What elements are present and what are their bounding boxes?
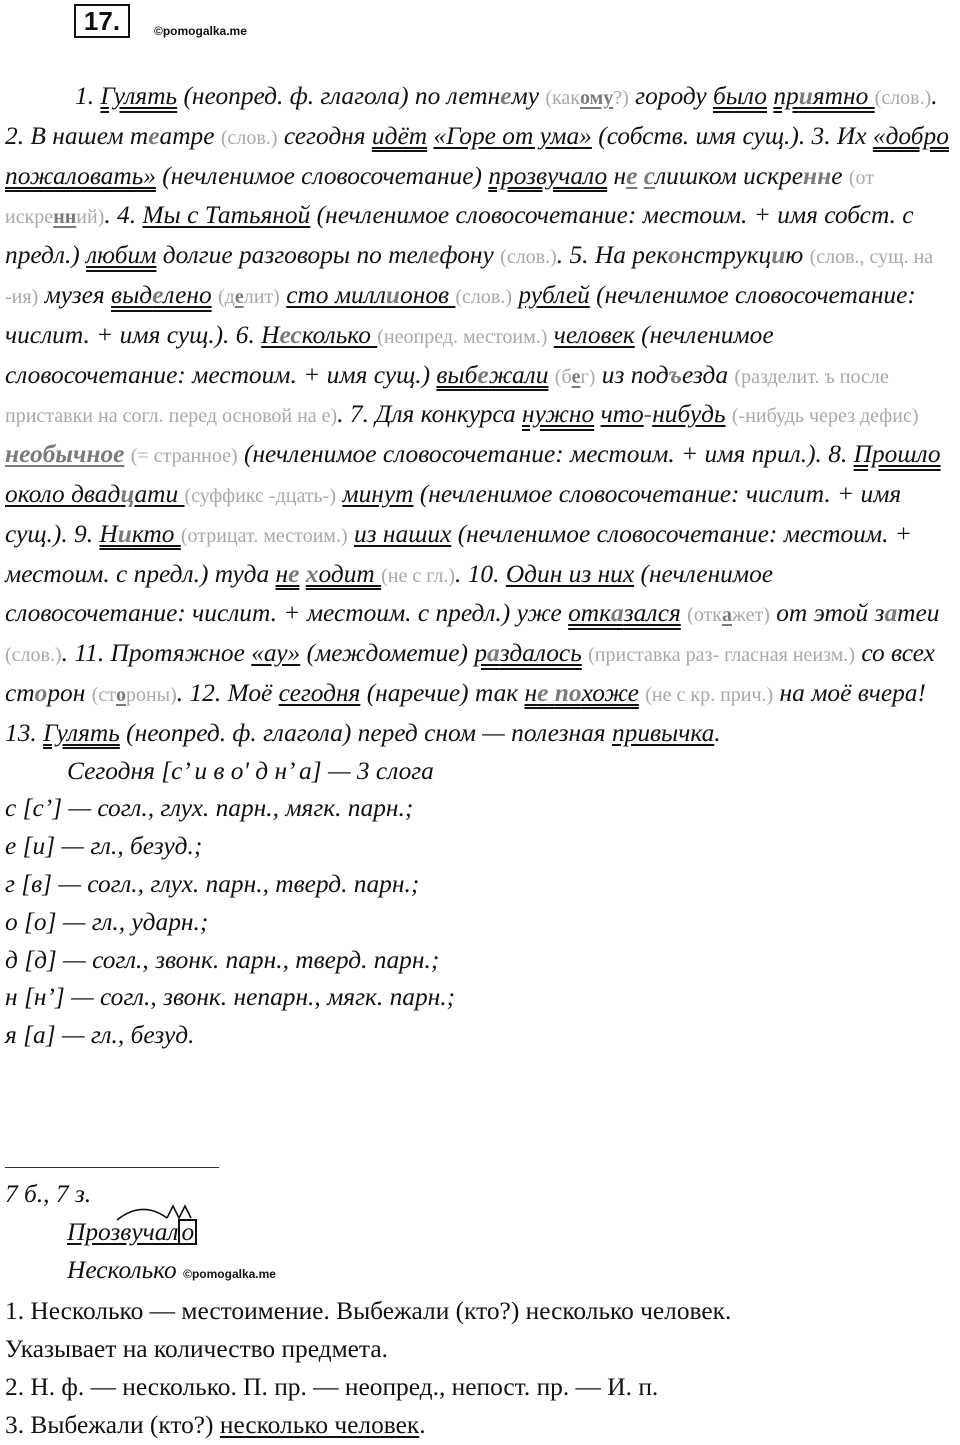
word-analysis-title: Несколько ©pomogalka.me xyxy=(67,1255,276,1284)
phonetic-line: о [о] — гл., ударн.; xyxy=(5,907,209,936)
watermark-bottom: ©pomogalka.me xyxy=(183,1266,276,1281)
phonetic-header: Сегодня [с’ и в о' д н’ а] — 3 слога xyxy=(67,756,434,785)
morphemic-analysis xyxy=(5,1214,955,1252)
separator-line xyxy=(5,1167,219,1168)
summary-line: 7 б., 7 з. xyxy=(5,1180,92,1208)
analysis-line-1: 1. Несколько — местоимение. Выбежали (кто?) несколько человек. xyxy=(5,1297,732,1326)
phonetic-line: н [н’] — согл., звонк. непарн., мягк. парн.; xyxy=(5,983,456,1012)
phonetic-line: с [с’] — согл., глух. парн., мягк. парн.; xyxy=(5,794,414,823)
analysis-line-4: 3. Выбежали (кто?) несколько человек. xyxy=(5,1410,426,1439)
analysis-section xyxy=(5,1176,955,1445)
exercise-number: 17. xyxy=(74,4,130,38)
main-paragraph xyxy=(5,78,955,1055)
exercise-text: 1. Гулять (неопред. ф. глагола) по летнему (какому?) городу было приятно (слов.). 2. В нашем театре (слов.) сегодня идёт «Горе от ума» (собств. имя сущ.). 3. Их «добро пожаловать» (нечленимое словосочетание) прозвучало не слишком искренне (от искренний). 4. Мы с Татьяной (нечленимое словосочетание: местоим. + имя собст. с предл.) любим долгие разговоры по телефону (слов.). 5. На реконструкцию (слов., сущ. на -ия) музея выделено (делит) сто миллионов (слов.) рублей (нечленимое словосочетание: числит. + имя сущ.). 6. Несколько (неопред. местоим.) человек (нечленимое словосочетание: местоим. + имя сущ.) выбежали (бег) из подъезда (разделит. ъ после приставки на согл. перед основой на е). 7. Для конкурса нужно что-нибудь (-нибудь через дефис) необычное (= странное) (нечленимое словосочетание: местоим. + имя прил.). 8. Прошло около двадцати (суффикс -дцать-) минут (нечленимое словосочетание: числит. + имя сущ.). 9. Никто (отрицат. местоим.) из наших (нечленимое словосочетание: местоим. + местоим. с предл.) туда не ходит (не с гл.). 10. Один из них (нечленимое словосочетание: числит. + местоим. с предл.) уже отказался (откажет) от этой затеи (слов.). 11. Протяжное «ау» (междометие) раздалось (приставка раз- гласная неизм.) со всех сторон (стороны). 12. Моё сегодня (наречие) так не похоже (не с кр. прич.) на моё вчера! 13. Гулять (неопред. ф. глагола) перед сном — полезная привычка. xyxy=(5,82,949,747)
phonetic-line: г [в] — согл., глух. парн., тверд. парн.; xyxy=(5,869,420,898)
phonetic-line: я [а] — гл., безуд. xyxy=(5,1021,195,1050)
root-arc-icon xyxy=(67,1200,207,1222)
predicate-word: Гулять xyxy=(100,82,178,110)
stem-text: Прозвучал xyxy=(67,1217,179,1246)
phonetic-line: д [д] — согл., звонк. парн., тверд. парн.; xyxy=(5,945,440,974)
phonetic-line: е [и] — гл., безуд.; xyxy=(5,832,203,861)
morphemic-word xyxy=(67,1214,197,1252)
ending-box: о xyxy=(178,1219,197,1245)
analysis-line-2: Указывает на количество предмета. xyxy=(5,1335,388,1364)
analysis-line-3: 2. Н. ф. — несколько. П. пр. — неопред., непост. пр. — И. п. xyxy=(5,1372,659,1401)
watermark-top: ©pomogalka.me xyxy=(154,24,247,38)
